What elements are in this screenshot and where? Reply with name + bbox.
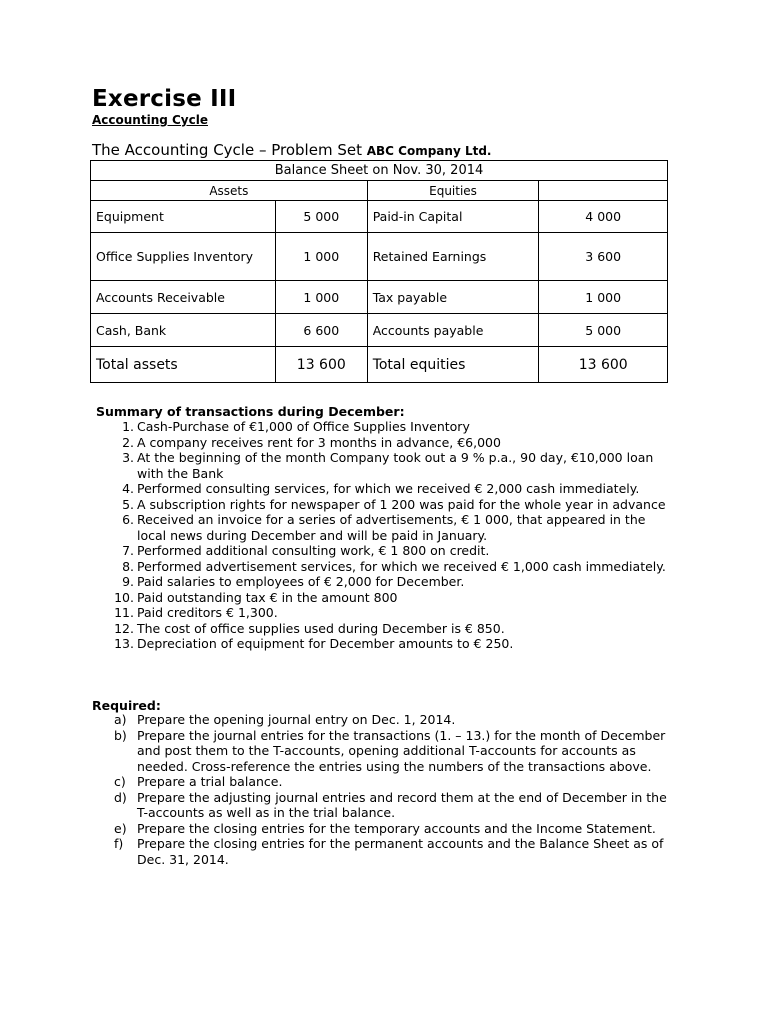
- transaction-item: [114, 590, 674, 606]
- list-item-number: 6.: [122, 512, 134, 527]
- required-title: Required:: [92, 698, 161, 713]
- transaction-item: [114, 574, 674, 590]
- asset-name: Accounts Receivable: [91, 281, 276, 314]
- list-item-text: Paid creditors € 1,300.: [137, 605, 278, 620]
- total-equities-value: 13 600: [539, 347, 668, 383]
- list-item-text: The cost of office supplies used during December is € 850.: [137, 620, 505, 636]
- list-item-text: Cash-Purchase of €1,000 of Office Supplies Inventory: [137, 419, 470, 434]
- list-item-number: 7.: [122, 543, 134, 558]
- equity-value: 3 600: [539, 233, 668, 281]
- list-item-text: Prepare the closing entries for the permanent accounts and the Balance Sheet as of Dec. 31, 2014.: [137, 836, 664, 867]
- list-item-number: 8.: [122, 558, 134, 574]
- list-item-number: 13.: [114, 636, 134, 651]
- list-item-text: Depreciation of equipment for December amounts to € 250.: [137, 636, 514, 651]
- required-item: [114, 712, 674, 728]
- list-item-text: A subscription rights for newspaper of 1 200 was paid for the whole year in advance: [137, 496, 666, 512]
- transactions-title: Summary of transactions during December:: [96, 404, 405, 419]
- required-item: [114, 774, 674, 790]
- transaction-item: [114, 543, 674, 559]
- table-row: [91, 314, 668, 347]
- list-item-text: At the beginning of the month Company took out a 9 % p.a., 90 day, €10,000 loan with the Bank: [137, 450, 654, 481]
- table-header-row: [91, 181, 668, 201]
- list-item-text: Prepare the closing entries for the temporary accounts and the Income Statement.: [137, 820, 656, 836]
- required-item: [114, 728, 674, 775]
- equity-name: Tax payable: [367, 281, 539, 314]
- list-item-number: 4.: [122, 481, 134, 496]
- balance-sheet-table: [90, 160, 668, 383]
- asset-value: 6 600: [275, 314, 367, 347]
- list-item-number: 1.: [122, 419, 134, 434]
- table-row: [91, 233, 668, 281]
- totals-row: [91, 347, 668, 383]
- list-item-number: 10.: [114, 589, 134, 605]
- company-name: ABC Company Ltd.: [366, 144, 492, 158]
- list-item-text: Performed consulting services, for which we received € 2,000 cash immediately.: [137, 481, 640, 496]
- equity-name: Retained Earnings: [367, 233, 539, 281]
- asset-name: Cash, Bank: [91, 314, 276, 347]
- transactions-list: [114, 419, 674, 652]
- transaction-item: [114, 605, 674, 621]
- list-item-text: Performed advertisement services, for which we received € 1,000 cash immediately.: [137, 558, 666, 574]
- table-caption-row: [91, 161, 668, 181]
- list-item-text: Prepare the opening journal entry on Dec. 1, 2014.: [137, 712, 456, 727]
- asset-value: 1 000: [275, 281, 367, 314]
- list-item-number: c): [114, 774, 126, 789]
- list-item-number: 12.: [114, 620, 134, 636]
- table-row: [91, 201, 668, 233]
- equities-header: Equities: [367, 181, 539, 201]
- exercise-subtitle: Accounting Cycle: [92, 113, 208, 127]
- list-item-text: Prepare the adjusting journal entries and record them at the end of December in the T-accounts as well as in the trial balance.: [137, 789, 667, 820]
- list-item-number: 9.: [122, 574, 134, 589]
- list-item-text: Received an invoice for a series of advertisements, € 1 000, that appeared in the local news during December and will be paid in January.: [137, 512, 646, 543]
- list-item-text: A company receives rent for 3 months in advance, €6,000: [137, 434, 501, 450]
- transaction-item: [114, 497, 674, 513]
- list-item-text: Paid outstanding tax € in the amount 800: [137, 589, 398, 605]
- asset-value: 1 000: [275, 233, 367, 281]
- list-item-number: e): [114, 820, 127, 836]
- total-assets-value: 13 600: [275, 347, 367, 383]
- transaction-item: [114, 559, 674, 575]
- problem-set-label: The Accounting Cycle – Problem Set: [92, 141, 362, 159]
- transaction-item: [114, 512, 674, 543]
- assets-header: Assets: [91, 181, 368, 201]
- problem-set-title: [92, 141, 491, 159]
- required-list: [114, 712, 674, 867]
- list-item-number: 11.: [114, 605, 134, 620]
- transaction-item: [114, 481, 674, 497]
- transaction-item: [114, 636, 674, 652]
- list-item-text: Prepare the journal entries for the transactions (1. – 13.) for the month of December and post them to the T-accounts, opening additional T-accounts for accounts as needed. Cross-reference the entries using the numbers of the transactions above.: [137, 727, 666, 774]
- list-item-number: 2.: [122, 434, 134, 450]
- list-item-number: 3.: [122, 450, 134, 465]
- transaction-item: [114, 435, 674, 451]
- list-item-text: Prepare a trial balance.: [137, 774, 283, 789]
- list-item-number: b): [114, 727, 127, 743]
- equity-name: Accounts payable: [367, 314, 539, 347]
- list-item-text: Performed additional consulting work, € 1 800 on credit.: [137, 543, 490, 558]
- equity-value: 5 000: [539, 314, 668, 347]
- required-item: [114, 821, 674, 837]
- equity-name: Paid-in Capital: [367, 201, 539, 233]
- required-item: [114, 836, 674, 867]
- list-item-number: a): [114, 712, 127, 727]
- empty-header-cell: [539, 181, 668, 201]
- table-row: [91, 281, 668, 314]
- required-item: [114, 790, 674, 821]
- asset-name: Office Supplies Inventory: [91, 233, 276, 281]
- balance-sheet-caption: Balance Sheet on Nov. 30, 2014: [91, 161, 668, 181]
- equity-value: 4 000: [539, 201, 668, 233]
- transaction-item: [114, 419, 674, 435]
- list-item-number: 5.: [122, 496, 134, 512]
- list-item-number: f): [114, 836, 124, 851]
- equity-value: 1 000: [539, 281, 668, 314]
- exercise-title: Exercise III: [92, 86, 237, 112]
- transaction-item: [114, 621, 674, 637]
- total-equities-label: Total equities: [367, 347, 539, 383]
- list-item-text: Paid salaries to employees of € 2,000 for December.: [137, 574, 465, 589]
- asset-value: 5 000: [275, 201, 367, 233]
- list-item-number: d): [114, 789, 127, 805]
- transaction-item: [114, 450, 674, 481]
- asset-name: Equipment: [91, 201, 276, 233]
- total-assets-label: Total assets: [91, 347, 276, 383]
